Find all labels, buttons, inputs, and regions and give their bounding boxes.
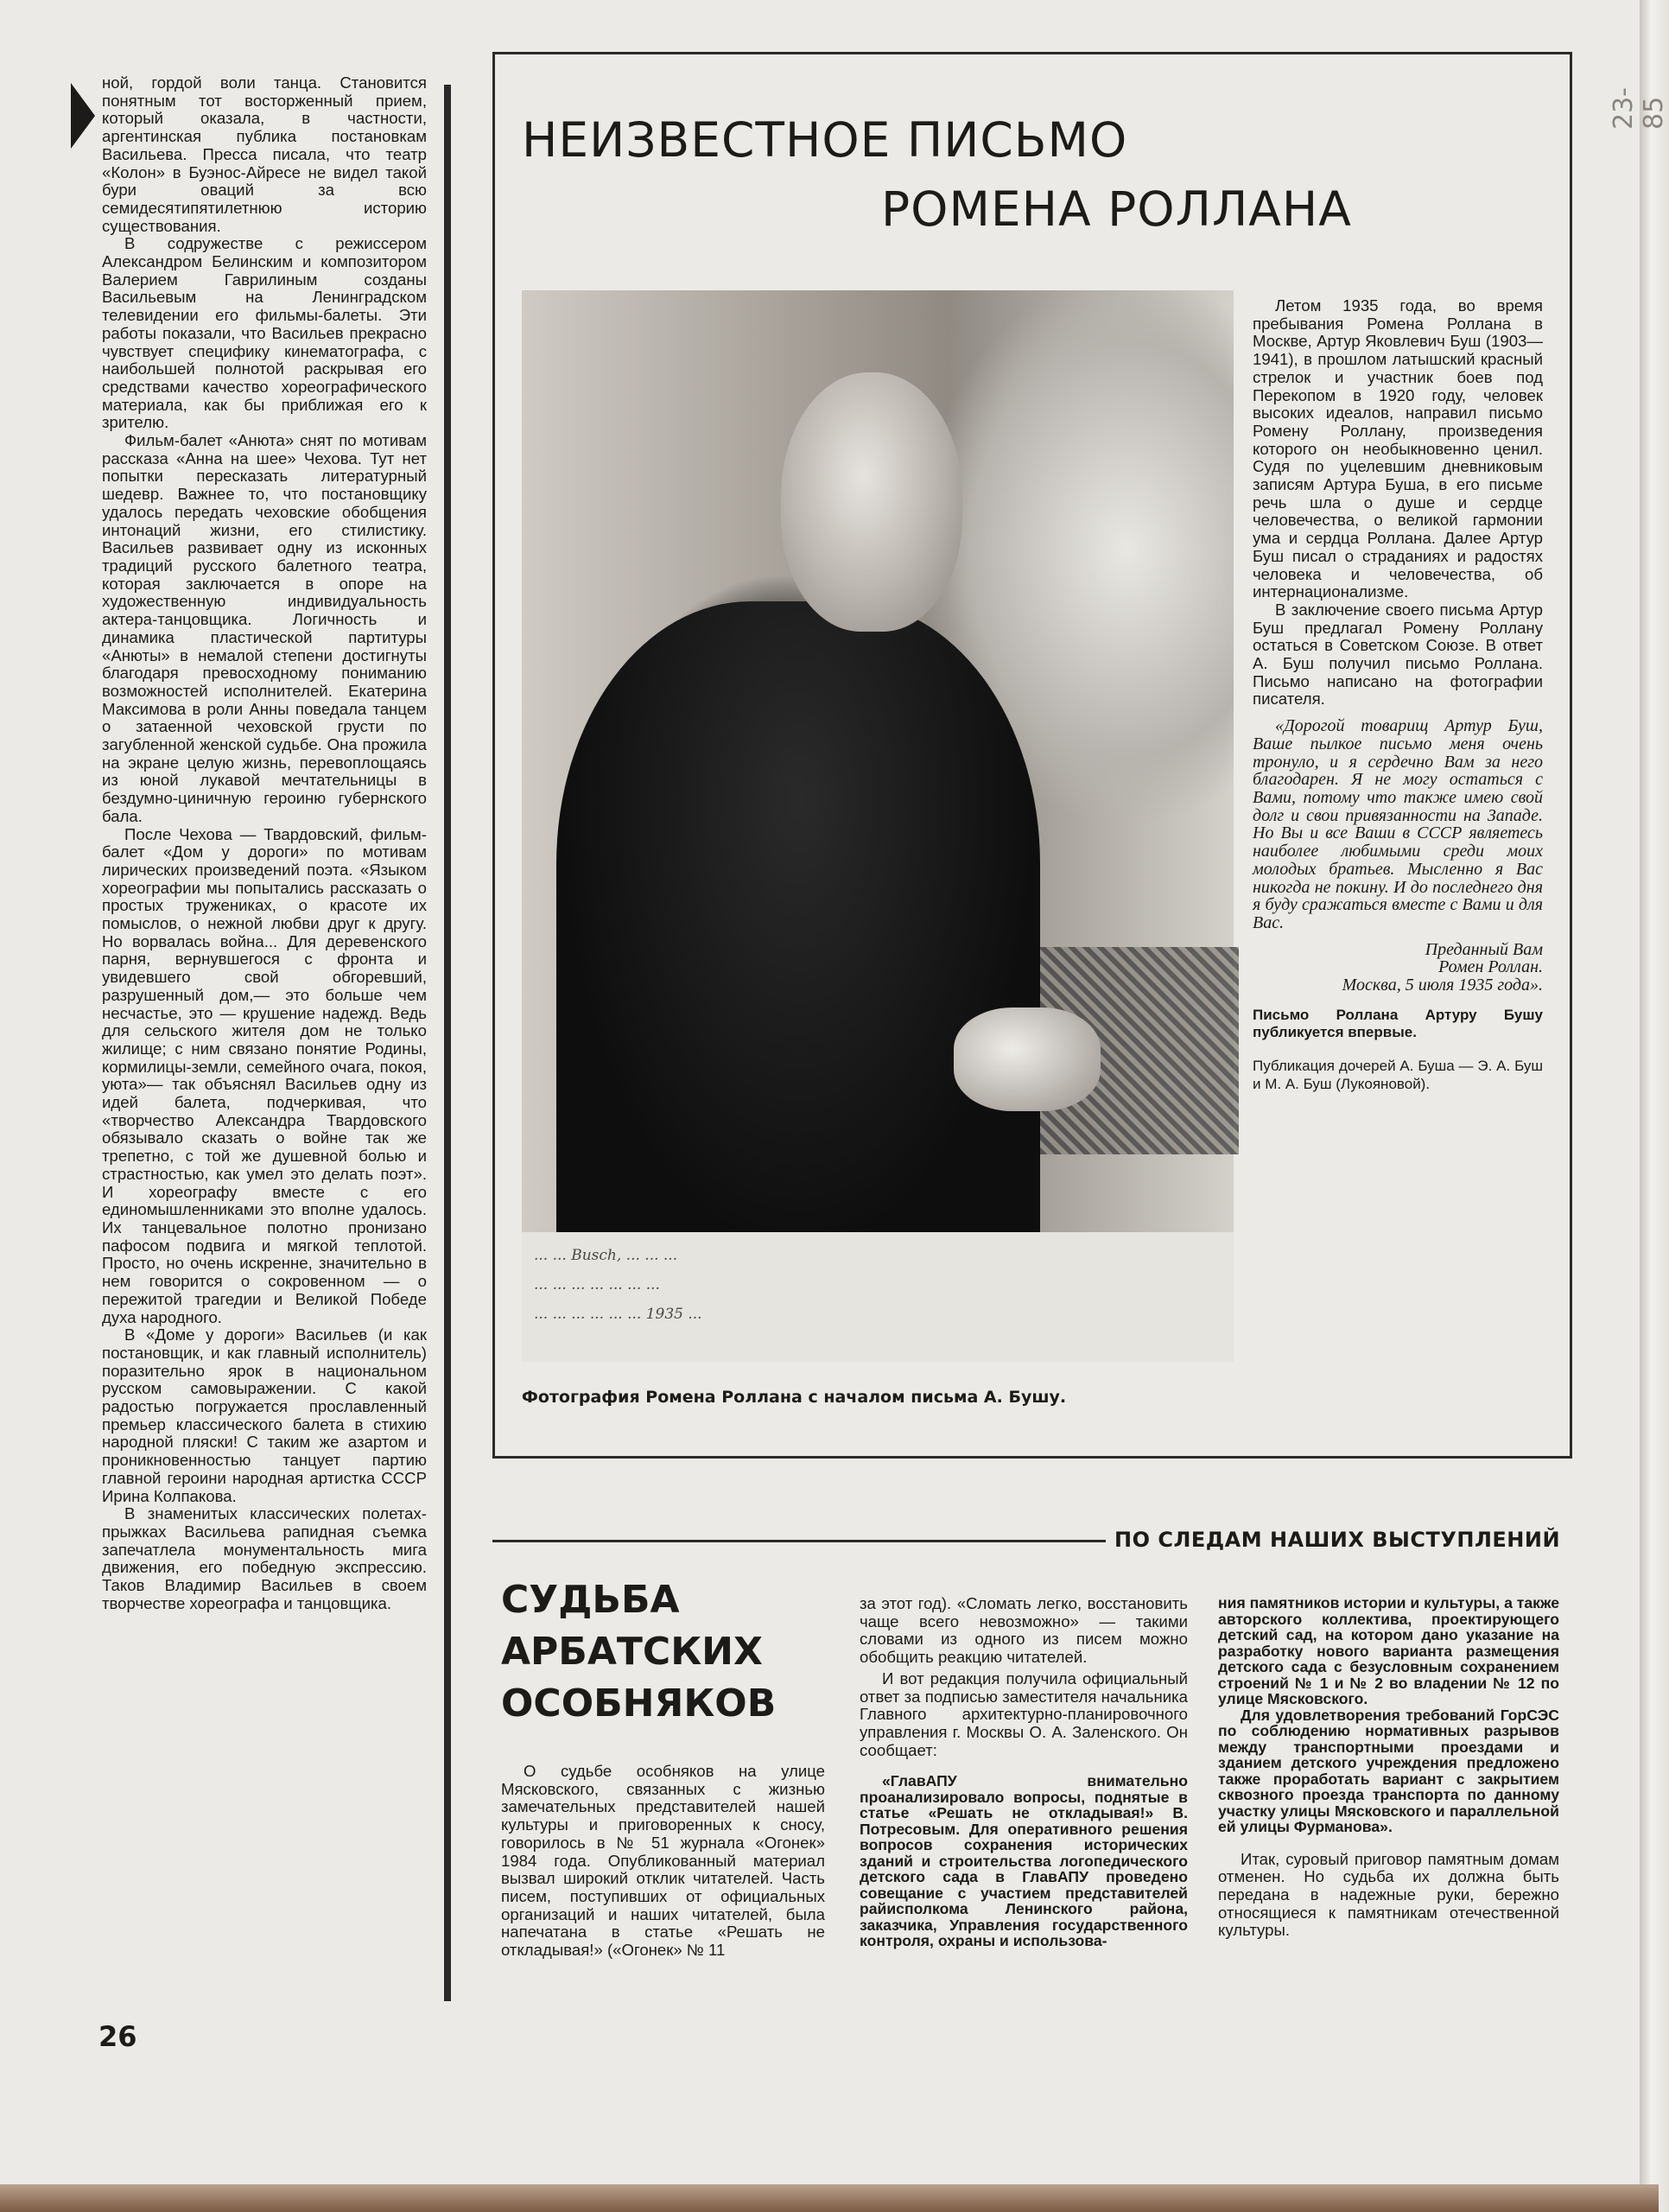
publication-credit: Публикация дочерей А. Буша — Э. А. Буш и М. А. Буш (Лукояновой).	[1253, 1058, 1543, 1092]
feature-text-column	[1253, 297, 1543, 1094]
signature-line: Ромен Роллан.	[1438, 957, 1543, 977]
paragraph: В заключение своего письма Артур Буш предлагал Ромену Роллану остаться в Советском Союзе. В ответ А. Буш получил письмо Роллана. Письмо написано на фотографии писателя.	[1253, 600, 1543, 709]
paragraph: После Чехова — Твардовский, фильм-балет «Дом у дороги» по мотивам лирических произведений поэта. «Языком хореографии мы попытались рассказать о простых тружениках, о красоте их помыслов, о нежной любви друг к другу. Но ворвалась война... Для деревенского парня, вернувшегося с фронта и увидевшего свой обгоревший, разрушенный дом,— это больше чем несчастье, это — крушение надежд. Ведь для сельского жителя дом не только жилище; с ним связано понятие Родины, кормилицы-земли, семейного очага, покоя, уюта»— так объяснял Васильев одну из идей балета, подчеркивая, что «творчество Александра Твардовского обязывало сказать о войне так же трепетно, с той же душевной болью и страстностью, как умел это делать поэт». И хореографу вместе с его единомышленниками это вполне удалось. Их танцевальное полотно пронизано пафосом подвига и мягкой теплотой. Просто, но очень искренне, значительно в нем говорится о сокровенном — о пережитой трагедии и Великой Победе духа народного.	[102, 824, 427, 1326]
paragraph: В содружестве с режиссером Александром Белинским и композитором Валерием Гаврилиным созданы Васильевым на Ленинградском телевидении его фильмы-балеты. Эти работы показали, что Васильев прекрасно чувствует специфику кинематографа, с наибольшей полнотой раскрывая его средствами качество хореографического материала, как бы приближая его к зрителю.	[102, 234, 427, 432]
clasped-hands	[954, 1007, 1101, 1111]
article-column	[501, 1763, 825, 1960]
paragraph: Фильм-балет «Анюта» снят по мотивам рассказа «Анна на шее» Чехова. Тут нет попытки пересказать литературный шедевр. Важнее то, что постановщику удалось передать чеховские обобщения интонаций жизни, его стилистику. Васильев развивает одну из исконных традиций русского балетного театра, которая заключается в опоре на художественную индивидуальность актера-танцовщика. Логичность и динамика пластической партитуры «Анюты» в немалой степени достигнуты благодаря превосходному пониманию возможностей исполнителей. Екатерина Максимова в роли Анны поведала танцем о затаенной чеховской грусти по загубленной женской судьбе. Она прожила на экране целую жизнь, перевоплощаясь из юной лукавой мечтательницы в бездумно-циничную героиню губернского бала.	[102, 431, 427, 825]
paragraph: за этот год). «Сломать легко, восстановить чаще всего невозможно» — такими словами из одного из писем можно обобщить реакцию читателей.	[860, 1594, 1188, 1667]
paragraph: В знаменитых классических полетах-прыжках Васильева рапидная съемка запечатлела монументальность мига движения, его победную экспрессию. Таков Владимир Васильев в своем творчестве хореографа и танцовщика.	[102, 1504, 427, 1612]
signature-line: Преданный Вам	[1425, 939, 1543, 959]
official-reply: «ГлавАПУ внимательно проанализировало вопросы, поднятые в статье «Решать не откладывая!» В. Потресовым. Для оперативного решения вопросов сохранения исторических зданий и строительства логопедического детского сада в ГлавАПУ проведено совещание с участием представителей райисполкома Ленинского района, заказчика, Управления государственного контроля, охраны и использова-	[860, 1772, 1188, 1950]
portrait-photo	[522, 290, 1234, 1232]
article-column	[1218, 1595, 1559, 1940]
paragraph: ной, гордой воли танца. Становится понятным тот восторженный прием, который оказала, в частности, аргентинская публика постановкам Васильева. Пресса писала, что театр «Колон» в Буэнос-Айресе не видел такой бури оваций за всю семидесятипятилетнюю историю существования.	[102, 73, 427, 235]
paragraph: В «Доме у дороги» Васильев (и как постановщик, и как главный исполнитель) поразительно ярок в национальном русском самовыражении. С какой радостью погружается прославленный премьер классического балета в стихию народной пляски! С таким же азартом и проникновенностью танцует партию главной героини народная артистка СССР Ирина Колпакова.	[102, 1325, 427, 1505]
feature-title-line1: НЕИЗВЕСТНОЕ ПИСЬМО	[522, 112, 1128, 168]
left-article-column	[102, 74, 427, 1612]
paragraph: Итак, суровый приговор памятным домам отменен. Но судьба их должна быть передана в надежные руки, бережно относящиеся к памятникам отечественной культуры.	[1218, 1849, 1559, 1940]
table-surface	[0, 2184, 1659, 2212]
article-column	[860, 1595, 1188, 1949]
letter-text: «Дорогой товарищ Артур Буш, Ваше пылкое письмо меня очень тронуло, и я сердечно Вам за него благодарен. Я не могу остаться с Вами, потому что также имею свой долг и свои привязанности на Западе. Но Вы и все Ваши в СССР являетесь наиболее любимыми среди моих молодых братьев. Мысленно я Вас никогда не покину. И до последнего дня я буду сражаться вместе с Вами и для Вас.	[1253, 716, 1543, 932]
column-divider	[444, 85, 451, 2001]
dark-coat	[556, 601, 1040, 1258]
official-reply: ния памятников истории и культуры, а также авторского коллектива, проектирующего детский сад, на котором дано указание на разработку нового варианта размещения детского сада с безусловным сохранением строений № 1 и № 2 во владении № 12 по улице Мясковского.	[1218, 1594, 1559, 1707]
paragraph: Летом 1935 года, во время пребывания Ромена Роллана в Москве, Артур Яковлевич Буш (1903—1941), в прошлом латышский красный стрелок и участник боев под Перекопом в 1920 году, человек высоких идеалов, направил письмо Ромену Роллану, произведения которого он необыкновенно ценил. Судя по уцелевшим дневниковым записям Артура Буша, в его письме речь шла о душе и сердце человечества, о великой гармонии ума и сердца Роллана. Далее Артур Буш писал о страданиях и радостях человека и человечества, об интернационализме.	[1253, 296, 1543, 601]
section-rule	[492, 1540, 1106, 1542]
handwritten-letter-strip: ... ... Busch, ... ... ... ... ... ... ... ... ... ... ... ... ... ... ... ... 1935 ...	[522, 1232, 1234, 1362]
feature-title-line2: РОМЕНА РОЛЛАНА	[881, 181, 1352, 237]
publication-note: Письмо Роллана Артуру Бушу публикуется впервые.	[1253, 1006, 1543, 1041]
next-page-edge	[1640, 0, 1669, 2212]
continuation-arrow-icon	[71, 83, 95, 149]
article-headline: СУДЬБА АРБАТСКИХ ОСОБНЯКОВ	[501, 1578, 777, 1726]
paragraph: О судьбе особняков на улице Мясковского, связанных с жизнью замечательных представителей нашей культуры и приговоренных к сносу, говорилось в № 51 журнала «Огонек» 1984 года. Опубликованный материал вызвал широкий отклик читателей. Часть писем, поступивших от официальных организаций и наших читателей, была напечатана в статье «Решать не откладывая!» («Огонек» № 11	[501, 1762, 825, 1960]
archive-stamp: 23-85	[1609, 87, 1669, 130]
page-number: 26	[98, 2020, 137, 2053]
paragraph: И вот редакция получила официальный ответ за подписью заместителя начальника Главного архитектурно-планировочного управления г. Москвы О. А. Заленского. Он сообщает:	[860, 1669, 1188, 1759]
section-label: ПО СЛЕДАМ НАШИХ ВЫСТУПЛЕНИЙ	[1114, 1528, 1561, 1552]
signature-line: Москва, 5 июля 1935 года».	[1342, 976, 1543, 995]
official-reply: Для удовлетворения требований ГорСЭС по соблюдению нормативных разрывов между транспортными проездами и зданием детского учреждения предложено также проработать вариант с закрытием сквозного проезда транспорта по данному участку улицы Мясковского и параллельной ей улицы Фурманова».	[1218, 1706, 1559, 1835]
photo-caption: Фотография Ромена Роллана с началом письма А. Бушу.	[522, 1388, 1067, 1407]
portrait-head	[781, 372, 962, 632]
